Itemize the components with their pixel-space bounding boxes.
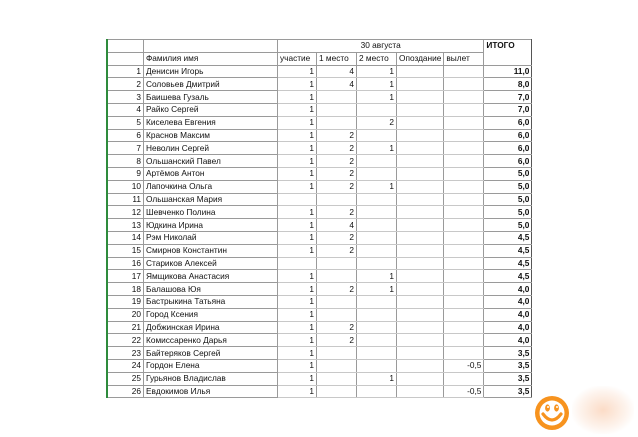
cell-participation: 1 bbox=[278, 129, 317, 142]
total-score: 4,0 bbox=[484, 283, 532, 296]
participant-name: Ямщикова Анастасия bbox=[144, 270, 278, 283]
total-score: 4,5 bbox=[484, 231, 532, 244]
row-number: 3 bbox=[107, 91, 144, 104]
row-number: 2 bbox=[107, 78, 144, 91]
row-number: 5 bbox=[107, 116, 144, 129]
total-score: 7,0 bbox=[484, 103, 532, 116]
cell-participation: 1 bbox=[278, 385, 317, 398]
participant-name: Шевченко Полина bbox=[144, 206, 278, 219]
row-number: 11 bbox=[107, 193, 144, 206]
cell-second-place bbox=[357, 193, 397, 206]
cell-late bbox=[397, 155, 444, 168]
cell-late bbox=[397, 321, 444, 334]
cell-late bbox=[397, 244, 444, 257]
cell-participation bbox=[278, 193, 317, 206]
total-score: 5,0 bbox=[484, 180, 532, 193]
cell-participation: 1 bbox=[278, 91, 317, 104]
row-number: 23 bbox=[107, 347, 144, 360]
cell-first-place bbox=[317, 257, 357, 270]
row-number: 7 bbox=[107, 142, 144, 155]
cell-out bbox=[444, 347, 484, 360]
cell-out bbox=[444, 283, 484, 296]
cell-second-place bbox=[357, 334, 397, 347]
header-row-columns bbox=[107, 52, 532, 65]
cell-second-place bbox=[357, 347, 397, 360]
total-score: 4,5 bbox=[484, 270, 532, 283]
cell-out: -0,5 bbox=[444, 385, 484, 398]
participant-name: Балашова Юя bbox=[144, 283, 278, 296]
total-score: 4,5 bbox=[484, 244, 532, 257]
cell-late bbox=[397, 334, 444, 347]
cell-participation: 1 bbox=[278, 334, 317, 347]
cell-late bbox=[397, 385, 444, 398]
participant-name: Город Ксения bbox=[144, 308, 278, 321]
total-score: 6,0 bbox=[484, 142, 532, 155]
cell-first-place bbox=[317, 347, 357, 360]
cell-second-place bbox=[357, 308, 397, 321]
cell-first-place: 2 bbox=[317, 321, 357, 334]
row-number: 25 bbox=[107, 372, 144, 385]
header-total: ИТОГО bbox=[484, 40, 532, 66]
cell-first-place bbox=[317, 359, 357, 372]
cell-first-place bbox=[317, 385, 357, 398]
row-number: 12 bbox=[107, 206, 144, 219]
participant-name: Добжинская Ирина bbox=[144, 321, 278, 334]
orange-smiley-logo-icon bbox=[532, 392, 574, 434]
cell-first-place: 2 bbox=[317, 155, 357, 168]
table-row bbox=[107, 283, 532, 296]
cell-participation bbox=[278, 257, 317, 270]
total-score: 6,0 bbox=[484, 155, 532, 168]
table-row bbox=[107, 308, 532, 321]
cell-participation: 1 bbox=[278, 155, 317, 168]
table-row bbox=[107, 103, 532, 116]
row-number: 8 bbox=[107, 155, 144, 168]
row-number: 20 bbox=[107, 308, 144, 321]
row-number: 4 bbox=[107, 103, 144, 116]
cell-second-place: 1 bbox=[357, 142, 397, 155]
cell-second-place bbox=[357, 155, 397, 168]
cell-late bbox=[397, 167, 444, 180]
cell-first-place: 2 bbox=[317, 206, 357, 219]
row-number: 22 bbox=[107, 334, 144, 347]
participant-name: Стариков Алексей bbox=[144, 257, 278, 270]
total-score: 4,0 bbox=[484, 321, 532, 334]
cell-late bbox=[397, 347, 444, 360]
total-score: 3,5 bbox=[484, 385, 532, 398]
row-number: 18 bbox=[107, 283, 144, 296]
cell-first-place: 2 bbox=[317, 334, 357, 347]
participant-name: Артёмов Антон bbox=[144, 167, 278, 180]
header-row-date bbox=[107, 40, 532, 53]
cell-first-place bbox=[317, 116, 357, 129]
cell-second-place bbox=[357, 129, 397, 142]
participant-name: Ольшанская Мария bbox=[144, 193, 278, 206]
cell-out bbox=[444, 231, 484, 244]
cell-out bbox=[444, 321, 484, 334]
table-row bbox=[107, 142, 532, 155]
cell-participation: 1 bbox=[278, 231, 317, 244]
cell-participation: 1 bbox=[278, 372, 317, 385]
participant-name: Ольшанский Павел bbox=[144, 155, 278, 168]
cell-participation: 1 bbox=[278, 142, 317, 155]
cell-out bbox=[444, 244, 484, 257]
table-row bbox=[107, 295, 532, 308]
row-number: 14 bbox=[107, 231, 144, 244]
participant-name: Райко Сергей bbox=[144, 103, 278, 116]
table-row bbox=[107, 372, 532, 385]
cell-second-place bbox=[357, 321, 397, 334]
decorative-glow bbox=[572, 386, 634, 434]
cell-first-place: 2 bbox=[317, 167, 357, 180]
cell-out bbox=[444, 334, 484, 347]
cell-out bbox=[444, 91, 484, 104]
cell-late bbox=[397, 257, 444, 270]
cell-first-place: 4 bbox=[317, 219, 357, 232]
row-number: 13 bbox=[107, 219, 144, 232]
cell-first-place: 2 bbox=[317, 231, 357, 244]
cell-participation: 1 bbox=[278, 244, 317, 257]
spreadsheet-frame bbox=[96, 27, 536, 412]
cell-participation: 1 bbox=[278, 219, 317, 232]
header-col-out: вылет bbox=[444, 52, 484, 65]
cell-participation: 1 bbox=[278, 206, 317, 219]
cell-first-place bbox=[317, 308, 357, 321]
cell-second-place bbox=[357, 167, 397, 180]
header-date: 30 августа bbox=[278, 40, 484, 53]
table-row bbox=[107, 129, 532, 142]
cell-out bbox=[444, 155, 484, 168]
cell-second-place bbox=[357, 219, 397, 232]
cell-participation: 1 bbox=[278, 116, 317, 129]
cell-out bbox=[444, 257, 484, 270]
cell-late bbox=[397, 116, 444, 129]
participant-name: Евдокимов Илья bbox=[144, 385, 278, 398]
cell-out bbox=[444, 308, 484, 321]
participant-name: Денисин Игорь bbox=[144, 65, 278, 78]
cell-out bbox=[444, 116, 484, 129]
cell-first-place: 2 bbox=[317, 142, 357, 155]
table-row bbox=[107, 270, 532, 283]
cell-participation: 1 bbox=[278, 308, 317, 321]
cell-out bbox=[444, 270, 484, 283]
cell-out bbox=[444, 180, 484, 193]
cell-second-place: 1 bbox=[357, 78, 397, 91]
row-number: 9 bbox=[107, 167, 144, 180]
cell-participation: 1 bbox=[278, 167, 317, 180]
cell-second-place: 1 bbox=[357, 65, 397, 78]
table-row bbox=[107, 257, 532, 270]
header-col-late: Опоздание bbox=[397, 52, 444, 65]
table-row bbox=[107, 206, 532, 219]
cell-late bbox=[397, 193, 444, 206]
cell-first-place: 2 bbox=[317, 129, 357, 142]
cell-out bbox=[444, 78, 484, 91]
total-score: 3,5 bbox=[484, 372, 532, 385]
total-score: 5,0 bbox=[484, 167, 532, 180]
header-col-participation: участие bbox=[278, 52, 317, 65]
total-score: 6,0 bbox=[484, 116, 532, 129]
cell-first-place: 4 bbox=[317, 65, 357, 78]
header-col-second-place: 2 место bbox=[357, 52, 397, 65]
total-score: 8,0 bbox=[484, 78, 532, 91]
cell-out bbox=[444, 167, 484, 180]
cell-first-place: 2 bbox=[317, 180, 357, 193]
participant-name: Гурьянов Владислав bbox=[144, 372, 278, 385]
participant-name: Комиссаренко Дарья bbox=[144, 334, 278, 347]
table-row bbox=[107, 359, 532, 372]
table-row bbox=[107, 385, 532, 398]
table-row bbox=[107, 244, 532, 257]
cell-participation: 1 bbox=[278, 359, 317, 372]
cell-late bbox=[397, 372, 444, 385]
cell-out bbox=[444, 65, 484, 78]
cell-first-place bbox=[317, 372, 357, 385]
cell-late bbox=[397, 180, 444, 193]
row-number: 19 bbox=[107, 295, 144, 308]
total-score: 5,0 bbox=[484, 193, 532, 206]
cell-out bbox=[444, 193, 484, 206]
table-row bbox=[107, 155, 532, 168]
cell-late bbox=[397, 91, 444, 104]
cell-second-place bbox=[357, 231, 397, 244]
cell-late bbox=[397, 142, 444, 155]
participant-name: Соловьев Дмитрий bbox=[144, 78, 278, 91]
cell-out bbox=[444, 295, 484, 308]
cell-first-place bbox=[317, 103, 357, 116]
header-name: Фамилия имя bbox=[144, 52, 278, 65]
cell-out: -0,5 bbox=[444, 359, 484, 372]
cell-late bbox=[397, 129, 444, 142]
row-number: 10 bbox=[107, 180, 144, 193]
cell-second-place: 1 bbox=[357, 372, 397, 385]
participant-name: Смирнов Константин bbox=[144, 244, 278, 257]
cell-participation: 1 bbox=[278, 78, 317, 91]
cell-late bbox=[397, 65, 444, 78]
score-table bbox=[106, 39, 532, 398]
table-row bbox=[107, 180, 532, 193]
total-score: 6,0 bbox=[484, 129, 532, 142]
cell-out bbox=[444, 129, 484, 142]
table-row bbox=[107, 321, 532, 334]
cell-late bbox=[397, 283, 444, 296]
cell-participation: 1 bbox=[278, 295, 317, 308]
cell-late bbox=[397, 219, 444, 232]
cell-first-place bbox=[317, 91, 357, 104]
total-score: 4,0 bbox=[484, 334, 532, 347]
participant-name: Лапочкина Ольга bbox=[144, 180, 278, 193]
row-number: 16 bbox=[107, 257, 144, 270]
cell-first-place bbox=[317, 295, 357, 308]
cell-participation: 1 bbox=[278, 283, 317, 296]
table-row bbox=[107, 78, 532, 91]
cell-late bbox=[397, 78, 444, 91]
cell-out bbox=[444, 206, 484, 219]
participant-name: Рэм Николай bbox=[144, 231, 278, 244]
cell-second-place bbox=[357, 359, 397, 372]
cell-late bbox=[397, 295, 444, 308]
row-number: 1 bbox=[107, 65, 144, 78]
row-number: 6 bbox=[107, 129, 144, 142]
total-score: 4,5 bbox=[484, 257, 532, 270]
row-number: 15 bbox=[107, 244, 144, 257]
header-num bbox=[107, 52, 144, 65]
table-row bbox=[107, 116, 532, 129]
header-col-first-place: 1 место bbox=[317, 52, 357, 65]
table-row bbox=[107, 334, 532, 347]
table-row bbox=[107, 167, 532, 180]
total-score: 5,0 bbox=[484, 219, 532, 232]
total-score: 4,0 bbox=[484, 308, 532, 321]
cell-participation: 1 bbox=[278, 65, 317, 78]
total-score: 5,0 bbox=[484, 206, 532, 219]
total-score: 11,0 bbox=[484, 65, 532, 78]
row-number: 26 bbox=[107, 385, 144, 398]
participant-name: Киселева Евгения bbox=[144, 116, 278, 129]
table-row bbox=[107, 219, 532, 232]
cell-late bbox=[397, 103, 444, 116]
cell-out bbox=[444, 372, 484, 385]
cell-first-place: 2 bbox=[317, 244, 357, 257]
cell-late bbox=[397, 206, 444, 219]
header-corner bbox=[107, 40, 144, 53]
table-row bbox=[107, 91, 532, 104]
header-blank bbox=[144, 40, 278, 53]
total-score: 3,5 bbox=[484, 359, 532, 372]
total-score: 4,0 bbox=[484, 295, 532, 308]
cell-participation: 1 bbox=[278, 103, 317, 116]
cell-out bbox=[444, 219, 484, 232]
cell-second-place: 1 bbox=[357, 180, 397, 193]
cell-late bbox=[397, 359, 444, 372]
cell-participation: 1 bbox=[278, 347, 317, 360]
participant-name: Байтеряков Сергей bbox=[144, 347, 278, 360]
cell-second-place bbox=[357, 385, 397, 398]
cell-late bbox=[397, 270, 444, 283]
cell-second-place: 1 bbox=[357, 283, 397, 296]
participant-name: Баишева Гузаль bbox=[144, 91, 278, 104]
table-row bbox=[107, 347, 532, 360]
cell-participation: 1 bbox=[278, 270, 317, 283]
participant-name: Юдкина Ирина bbox=[144, 219, 278, 232]
cell-first-place: 2 bbox=[317, 283, 357, 296]
table-row bbox=[107, 231, 532, 244]
cell-first-place: 4 bbox=[317, 78, 357, 91]
table-row bbox=[107, 65, 532, 78]
cell-out bbox=[444, 103, 484, 116]
cell-second-place bbox=[357, 244, 397, 257]
cell-late bbox=[397, 308, 444, 321]
cell-participation: 1 bbox=[278, 321, 317, 334]
total-score: 7,0 bbox=[484, 91, 532, 104]
row-number: 24 bbox=[107, 359, 144, 372]
cell-late bbox=[397, 231, 444, 244]
row-number: 17 bbox=[107, 270, 144, 283]
cell-first-place bbox=[317, 270, 357, 283]
cell-first-place bbox=[317, 193, 357, 206]
participant-name: Краснов Максим bbox=[144, 129, 278, 142]
participant-name: Гордон Елена bbox=[144, 359, 278, 372]
cell-second-place: 2 bbox=[357, 116, 397, 129]
cell-second-place bbox=[357, 103, 397, 116]
cell-second-place: 1 bbox=[357, 270, 397, 283]
cell-second-place bbox=[357, 257, 397, 270]
participant-name: Бастрыкина Татьяна bbox=[144, 295, 278, 308]
cell-out bbox=[444, 142, 484, 155]
cell-second-place: 1 bbox=[357, 91, 397, 104]
total-score: 3,5 bbox=[484, 347, 532, 360]
cell-participation: 1 bbox=[278, 180, 317, 193]
participant-name: Неволин Сергей bbox=[144, 142, 278, 155]
cell-second-place bbox=[357, 206, 397, 219]
table-row bbox=[107, 193, 532, 206]
row-number: 21 bbox=[107, 321, 144, 334]
cell-second-place bbox=[357, 295, 397, 308]
